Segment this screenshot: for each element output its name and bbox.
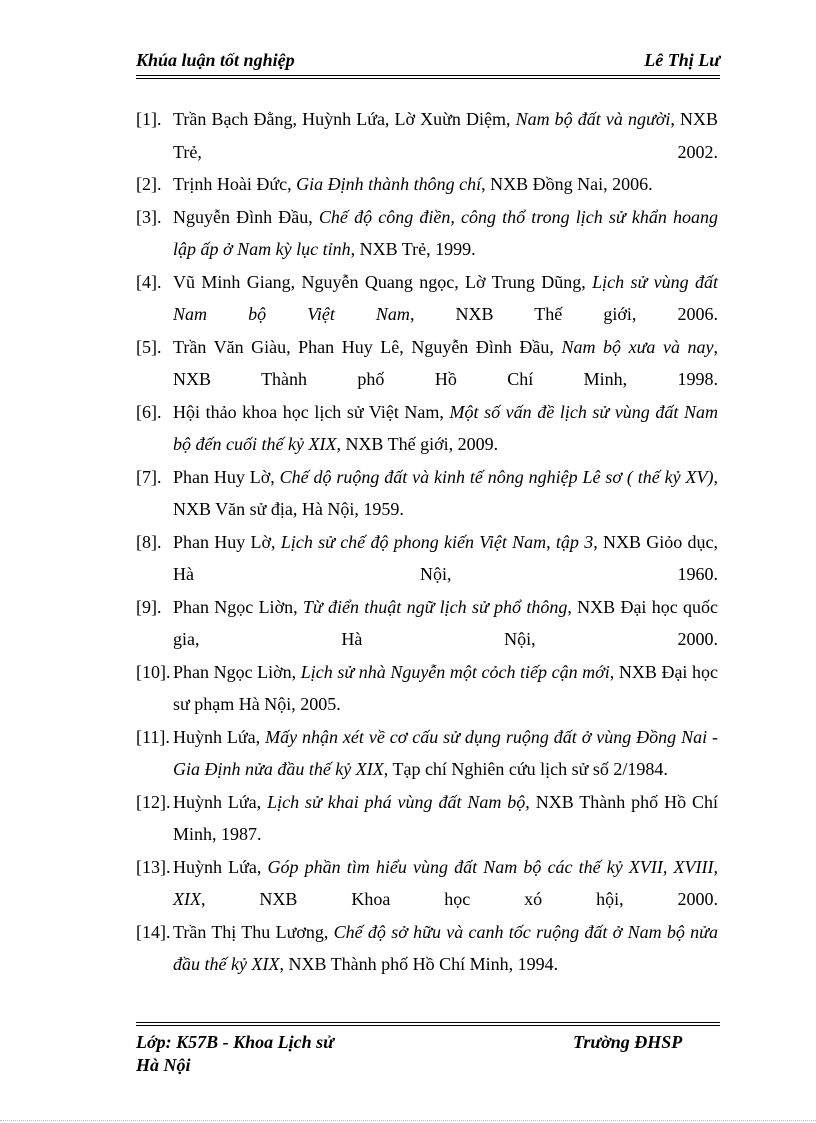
reference-title: Chế dộ ruộng đất và kinh tế nông nghiệp Lê sơ ( thế kỷ XV) (279, 466, 714, 487)
footer-class-department: Lớp: K57B - Khoa Lịch sử (136, 1032, 334, 1052)
reference-authors: Phan Huy Lờ, (173, 531, 281, 552)
header-divider (136, 75, 720, 76)
page-header (136, 50, 720, 74)
reference-number: [6]. (136, 401, 162, 422)
header-divider-inner (136, 78, 720, 79)
reference-item (136, 916, 718, 981)
reference-publisher: , NXB Thành phố Hồ Chí Minh, 1998. (173, 336, 718, 389)
reference-title: Góp phần tìm hiểu vùng đất Nam bộ các thế kỷ XVII, XVIII, XIX (173, 856, 718, 909)
reference-title: Lịch sử nhà Nguyễn một cỏch tiếp cận mới (300, 661, 610, 682)
footer-city: Hà Nội (136, 1055, 191, 1075)
reference-authors: Trịnh Hoài Đức, (173, 174, 297, 194)
reference-authors: Phan Ngọc Liờn, (173, 661, 301, 682)
footer-divider (136, 1022, 720, 1023)
reference-publisher: , NXB Thế giới, 2009. (336, 434, 499, 454)
reference-title: Nam bộ đất và người (515, 109, 671, 129)
reference-publisher: , NXB Đại học quốc gia, Hà Nội, 2000. (173, 596, 718, 649)
reference-number: [5]. (136, 336, 162, 357)
reference-publisher: , NXB Văn sử địa, Hà Nội, 1959. (173, 466, 718, 519)
reference-publisher: , NXB Trẻ, 2002. (173, 109, 718, 162)
reference-list (136, 103, 718, 981)
reference-item (136, 461, 718, 526)
reference-number: [4]. (136, 271, 162, 292)
reference-publisher: , NXB Thành phố Hồ Chí Minh, 1987. (173, 791, 719, 844)
reference-number: [7]. (136, 466, 162, 487)
header-author: Lê Thị Lư (644, 50, 720, 70)
reference-item (136, 656, 718, 721)
reference-number: [12]. (136, 791, 171, 812)
reference-publisher: , NXB Thế giới, 2006. (409, 304, 718, 324)
reference-title: Mấy nhận xét về cơ cấu sử dụng ruộng đất ở vùng Đồng Nai - Gia Định nửa đầu thế kỷ XIX (173, 726, 718, 779)
page-bottom-edge (0, 1120, 816, 1121)
reference-number: [3]. (136, 206, 162, 227)
header-thesis-title: Khúa luận tốt nghiệp (136, 50, 295, 70)
reference-item (136, 526, 718, 591)
reference-title: Gia Định thành thông chí (296, 174, 482, 194)
reference-title: Một số vấn đề lịch sử vùng đất Nam bộ đến cuối thế kỷ XIX (173, 401, 718, 454)
reference-publisher: , NXB Đồng Nai, 2006. (481, 174, 653, 194)
reference-publisher: , NXB Giỏo dục, Hà Nội, 1960. (173, 531, 719, 584)
reference-item (136, 168, 718, 201)
reference-title: Chế độ công điền, công thổ trong lịch sử khẩn hoang lập ấp ở Nam kỳ lục tỉnh (173, 206, 718, 259)
reference-authors: Phan Huy Lờ, (173, 466, 280, 487)
reference-item (136, 721, 718, 786)
reference-authors: Vũ Minh Giang, Nguyễn Quang ngọc, Lờ Trung Dũng, (173, 271, 593, 292)
reference-authors: Nguyễn Đình Đầu, (173, 206, 319, 227)
reference-title: Lịch sử khai phá vùng đất Nam bộ (267, 791, 526, 812)
reference-title: Lịch sử vùng đất Nam bộ Việt Nam (173, 271, 718, 324)
reference-number: [2]. (136, 174, 162, 194)
reference-number: [9]. (136, 596, 162, 617)
reference-publisher: , NXB Trẻ, 1999. (350, 239, 476, 259)
reference-number: [11]. (136, 726, 170, 747)
reference-number: [14]. (136, 921, 171, 942)
reference-publisher: , NXB Thành phố Hồ Chí Minh, 1994. (279, 954, 559, 974)
reference-item (136, 201, 718, 266)
reference-item (136, 396, 718, 461)
reference-authors: Trần Văn Giàu, Phan Huy Lê, Nguyễn Đình Đầu, (173, 336, 562, 357)
reference-item (136, 331, 718, 396)
reference-authors: Phan Ngọc Liờn, (173, 596, 303, 617)
reference-number: [10]. (136, 661, 171, 682)
reference-title: Nam bộ xưa và nay (561, 336, 714, 357)
reference-item (136, 851, 718, 916)
reference-publisher: , NXB Đại học sư phạm Hà Nội, 2005. (173, 661, 719, 714)
reference-publisher: , Tạp chí Nghiên cứu lịch sử số 2/1984. (383, 759, 668, 779)
reference-title: Lịch sử chế độ phong kiến Việt Nam, tập 3 (280, 531, 594, 552)
reference-item (136, 266, 718, 331)
reference-publisher: , NXB Khoa học xó hội, 2000. (200, 889, 718, 909)
reference-authors: Huỳnh Lứa, (173, 856, 268, 877)
reference-title: Chế độ sở hữu và canh tốc ruộng đất ở Nam bộ nửa đầu thế kỷ XIX (173, 921, 718, 974)
reference-authors: Huỳnh Lứa, (173, 726, 266, 747)
reference-item (136, 786, 718, 851)
reference-title: Từ điển thuật ngữ lịch sử phổ thông (302, 596, 568, 617)
footer-university: Trường ĐHSP (573, 1032, 683, 1052)
reference-item (136, 591, 718, 656)
reference-authors: Trần Thị Thu Lương, (173, 921, 334, 942)
reference-number: [1]. (136, 109, 162, 129)
reference-authors: Hội thảo khoa học lịch sử Việt Nam, (173, 401, 450, 422)
reference-authors: Trần Bạch Đằng, Huỳnh Lứa, Lờ Xuừn Diệm, (173, 109, 516, 129)
footer-divider-inner (136, 1025, 720, 1026)
reference-number: [13]. (136, 856, 171, 877)
reference-number: [8]. (136, 531, 162, 552)
reference-authors: Huỳnh Lứa, (173, 791, 268, 812)
reference-item (136, 103, 718, 168)
